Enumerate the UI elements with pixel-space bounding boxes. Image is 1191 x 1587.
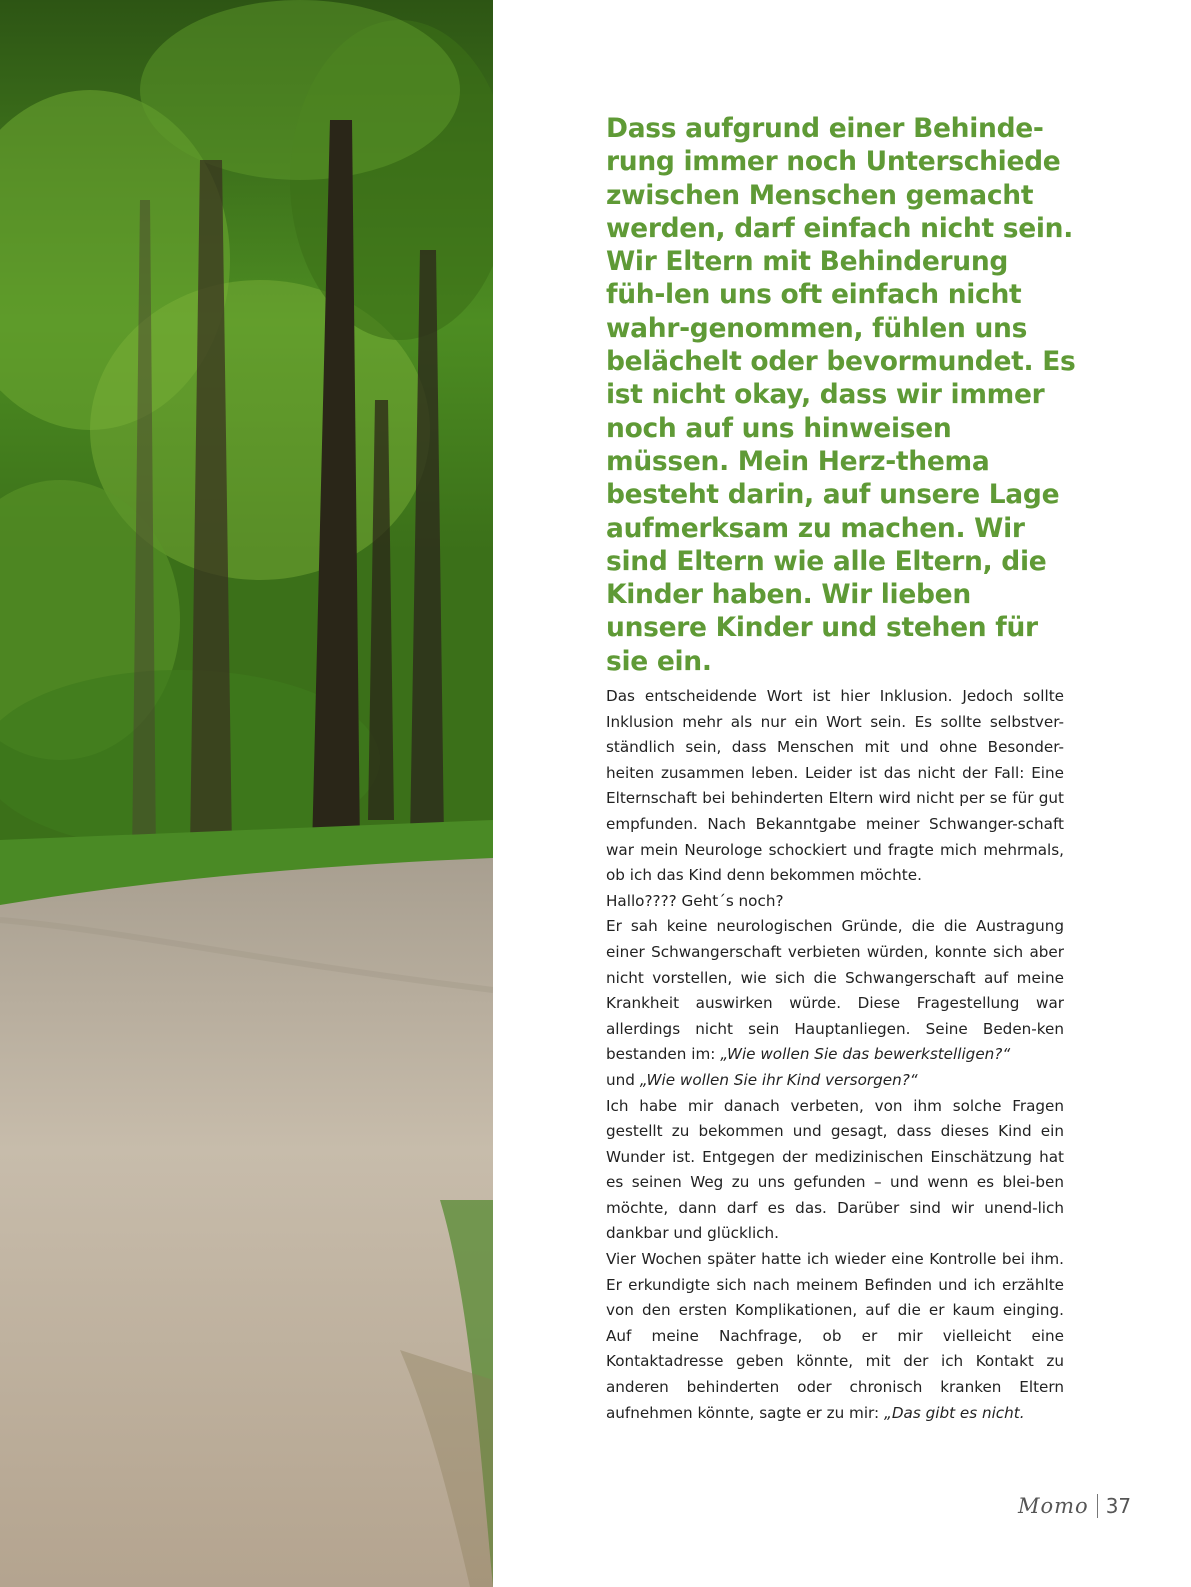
forest-path-photo (0, 0, 493, 1587)
footer-divider (1097, 1494, 1098, 1518)
article-paragraph-end: Hallo???? Geht´s noch? (606, 891, 784, 910)
article-text: Vier Wochen später hatte ich wieder eine Kontrolle bei ihm. Er erkundigte sich nach meinem Befinden und ich erzählte von den ersten Komplikationen, auf die er kaum einging. Auf meine Nachfrage, ob er mir vielleicht eine Kontaktadresse geben könnte, mit der ich Kontakt zu anderen behinderten oder chronisch kranken Eltern aufnehmen könnte, sagte er zu mir: (606, 1250, 1064, 1422)
article-paragraph (606, 1247, 1064, 1426)
article-text: und (606, 1070, 635, 1089)
page-number: 37 (1105, 1494, 1132, 1518)
pull-quote: Dass aufgrund einer Behinde-rung immer noch Unterschiede zwischen Menschen gemacht werden, darf einfach nicht sein. Wir Eltern mit Behinderung füh-len uns oft einfach nicht wahr-genommen, fühlen uns belächelt oder bevormundet. Es ist nicht okay, dass wir immer noch auf uns hinweisen müssen. Mein Herz-thema besteht darin, auf unsere Lage aufmerksam zu machen. Wir sind Eltern wie alle Eltern, die Kinder haben. Wir lieben unsere Kinder und stehen für sie ein. (606, 113, 1076, 677)
article-quote: „Das gibt es nicht. (883, 1403, 1025, 1422)
page-footer (1018, 1490, 1131, 1522)
article-paragraph (606, 914, 1064, 1068)
article-paragraph: Das entscheidende Wort ist hier Inklusion. Jedoch sollte Inklusion mehr als nur ein Wort sein. Es sollte selbstver-ständlich sein, dass Menschen mit und ohne Besonder-heiten zusammen leben. Leider ist das nicht der Fall: Eine Elternschaft bei behinderten Eltern wird nicht per se für gut empfunden. Nach Bekanntgabe meiner Schwanger-schaft war mein Neurologe schockiert und fragte mich mehrmals, ob ich das Kind denn bekommen möchte. (606, 687, 1064, 885)
article-quote: „Wie wollen Sie das bewerkstelligen?“ (720, 1045, 1011, 1064)
article-body (606, 684, 1064, 1426)
article-text: Er sah keine neurologischen Gründe, die die Austragung einer Schwangerschaft verbieten würden, konnte sich aber nicht vorstellen, wie sich die Schwangerschaft auf meine Krankheit auswirken würde. Diese Fragestellung war allerdings nicht sein Hauptanliegen. Seine Beden-ken bestanden im: (606, 917, 1064, 1064)
forest-path-illustration (0, 0, 493, 1587)
article-paragraph-end (606, 1068, 1064, 1094)
magazine-brand: Momo (1018, 1494, 1089, 1518)
article-paragraph: Ich habe mir danach verbeten, von ihm solche Fragen gestellt zu bekommen und gesagt, dass dieses Kind ein Wunder ist. Entgegen der medizinischen Einschätzung hat es seinen Weg zu uns gefunden – und wenn es blei-ben möchte, dann darf es das. Darüber sind wir unend-lich dankbar und glücklich. (606, 1096, 1064, 1243)
article-quote: „Wie wollen Sie ihr Kind versorgen?“ (639, 1070, 918, 1089)
